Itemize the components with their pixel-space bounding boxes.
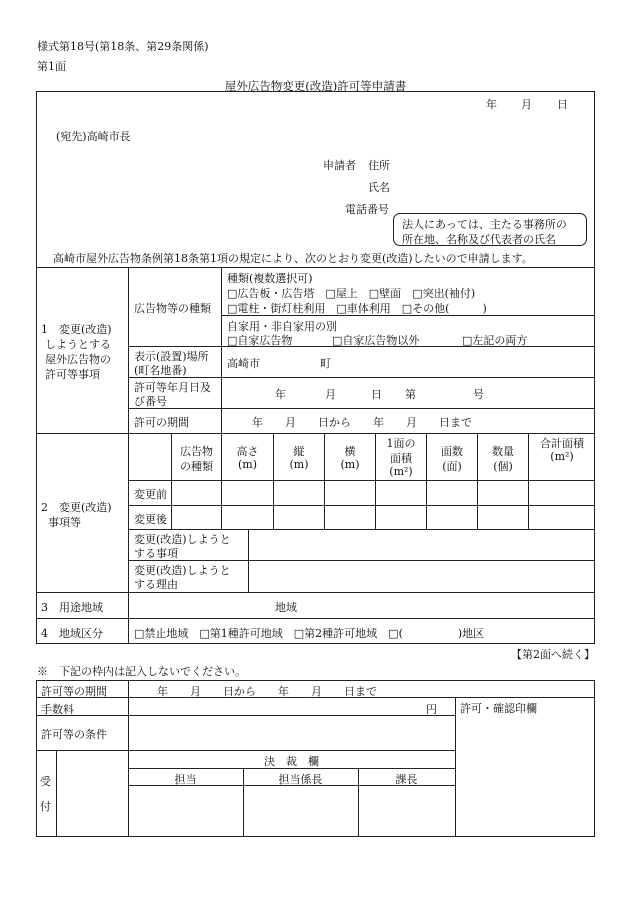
column-header-horizontal: (m)	[340, 458, 360, 471]
permit-date-label: 許可等年月日及	[134, 381, 211, 394]
divider	[455, 697, 456, 837]
divider	[36, 750, 455, 751]
approval-chief: 担当係長	[278, 773, 323, 786]
column-header-area: 面積	[390, 452, 412, 465]
ad-type-options-1[interactable]: □広告板・広告塔 □屋上 □壁面 □突出(袖付)	[227, 287, 476, 300]
column-header-height: 高さ	[236, 445, 259, 458]
section1-heading: しようとする	[45, 338, 111, 351]
divider	[128, 592, 129, 644]
self-use-option-both[interactable]: □左記の両方	[462, 334, 528, 347]
district-options[interactable]: □禁止地域 □第1種許可地域 □第2種許可地域 □( )地区	[134, 627, 485, 640]
location-city[interactable]: 高崎市	[227, 357, 260, 370]
corporation-note-line2: 所在地、名称及び代表者の氏名	[402, 233, 556, 246]
column-header-faces: (面)	[442, 460, 462, 473]
divider	[128, 433, 129, 592]
divider	[36, 592, 595, 593]
column-header-total-area: (m²)	[550, 450, 574, 463]
applicant-name-label[interactable]: 氏名	[368, 181, 390, 194]
divider	[36, 433, 595, 434]
permit-year[interactable]: 年	[275, 388, 286, 401]
applicant-phone-label[interactable]: 電話番号	[345, 203, 389, 216]
permit-period-value[interactable]: 年 月 日から 年 月 日まで	[252, 416, 472, 429]
column-header-vertical: 縦	[293, 445, 305, 458]
fee-unit: 円	[426, 703, 437, 716]
office-period-label: 許可等の期間	[41, 685, 107, 698]
ad-type-title: 種類(複数選択可)	[227, 272, 313, 285]
column-header-vertical: (m)	[289, 458, 309, 471]
application-table	[36, 91, 595, 644]
section1-heading: 許可等事項	[45, 368, 100, 381]
divider	[128, 480, 595, 481]
location-label: 表示(設置)場所	[134, 350, 209, 363]
row-after-label: 変更後	[134, 513, 167, 526]
date-year[interactable]: 年	[486, 98, 497, 111]
divider	[128, 560, 595, 561]
ad-type-options-2[interactable]: □電柱・街灯柱利用 □車体利用 □その他( )	[227, 302, 487, 315]
change-reason-label: 変更(改造)しようと	[134, 564, 231, 577]
column-header-height: (m)	[237, 458, 257, 471]
divider	[36, 267, 595, 268]
section4-heading: 4 地域区分	[41, 627, 103, 640]
location-label: (町名地番)	[134, 364, 187, 377]
permit-period-label: 許可の期間	[134, 416, 189, 429]
receipt-label: 付	[40, 800, 51, 813]
divider	[128, 377, 595, 378]
permit-month[interactable]: 月	[325, 388, 336, 401]
section2-heading: 2 変更(改造)	[41, 501, 112, 514]
self-use-option-other[interactable]: □自家広告物以外	[332, 334, 420, 347]
column-header-type: の種類	[180, 460, 213, 473]
form-title: 屋外広告物変更(改造)許可等申請書	[224, 79, 407, 93]
section2-heading: 事項等	[48, 516, 81, 529]
section1-heading: 1 変更(改造)	[41, 323, 112, 336]
form-number: 様式第18号(第18条、第29条関係)	[37, 40, 209, 53]
section3-heading: 3 用途地域	[41, 601, 103, 614]
office-use-note: ※ 下記の枠内は記入しないでください。	[37, 665, 246, 678]
change-reason-label: する理由	[134, 578, 178, 591]
column-header-type: 広告物	[180, 445, 213, 458]
approval-staff: 担当	[174, 773, 197, 786]
change-matter-label: する事項	[134, 547, 178, 560]
continue-note: 【第2面へ続く】	[511, 648, 595, 661]
permit-day[interactable]: 日	[371, 388, 382, 401]
column-header-count: 数量	[492, 445, 514, 458]
ad-type-label: 広告物等の種類	[134, 302, 211, 315]
column-header-count: (個)	[493, 460, 513, 473]
addressee: (宛先)高崎市長	[56, 130, 131, 143]
applicant-address-label[interactable]: 住所	[368, 159, 390, 172]
approval-manager: 課長	[395, 773, 418, 786]
application-statement: 高崎市屋外広告物条例第18条第1項の規定により、次のとおり変更(改造)したいので申請します。	[53, 252, 533, 265]
column-header-total-area: 合計面積	[540, 437, 584, 450]
applicant-label: 申請者	[323, 159, 356, 172]
section1-heading: 屋外広告物の	[45, 353, 111, 366]
divider	[36, 618, 595, 619]
conditions-label: 許可等の条件	[41, 728, 107, 741]
divider	[128, 505, 595, 506]
office-period-value: 年 月 日から 年 月 日まで	[157, 685, 377, 698]
divider	[56, 750, 57, 837]
permit-dai[interactable]: 第	[405, 388, 416, 401]
receipt-label: 受	[40, 775, 51, 788]
divider	[128, 408, 595, 409]
permit-date-label: び番号	[134, 395, 167, 408]
page-label: 第1面	[37, 60, 66, 73]
change-matter-label: 変更(改造)しようと	[134, 533, 231, 546]
row-before-label: 変更前	[134, 488, 167, 501]
divider	[128, 529, 595, 530]
self-use-option-self[interactable]: □自家広告物	[227, 334, 293, 347]
seal-label: 許可・確認印欄	[460, 702, 537, 715]
self-use-title: 自家用・非自家用の別	[227, 320, 337, 333]
date-month[interactable]: 月	[521, 98, 532, 111]
column-header-area: (m²)	[389, 465, 413, 478]
location-town[interactable]: 町	[320, 357, 331, 370]
column-header-faces: 面数	[441, 445, 463, 458]
permit-go[interactable]: 号	[473, 388, 484, 401]
divider	[36, 715, 455, 716]
column-header-area: 1面の	[386, 437, 416, 450]
date-day[interactable]: 日	[557, 98, 568, 111]
fee-label: 手数料	[41, 703, 74, 716]
column-header-horizontal: 横	[344, 445, 356, 458]
decision-title: 決 裁 欄	[264, 755, 319, 768]
corporation-note-line1: 法人にあっては、主たる事務所の	[402, 218, 567, 231]
zoning-value[interactable]: 地域	[275, 601, 297, 614]
